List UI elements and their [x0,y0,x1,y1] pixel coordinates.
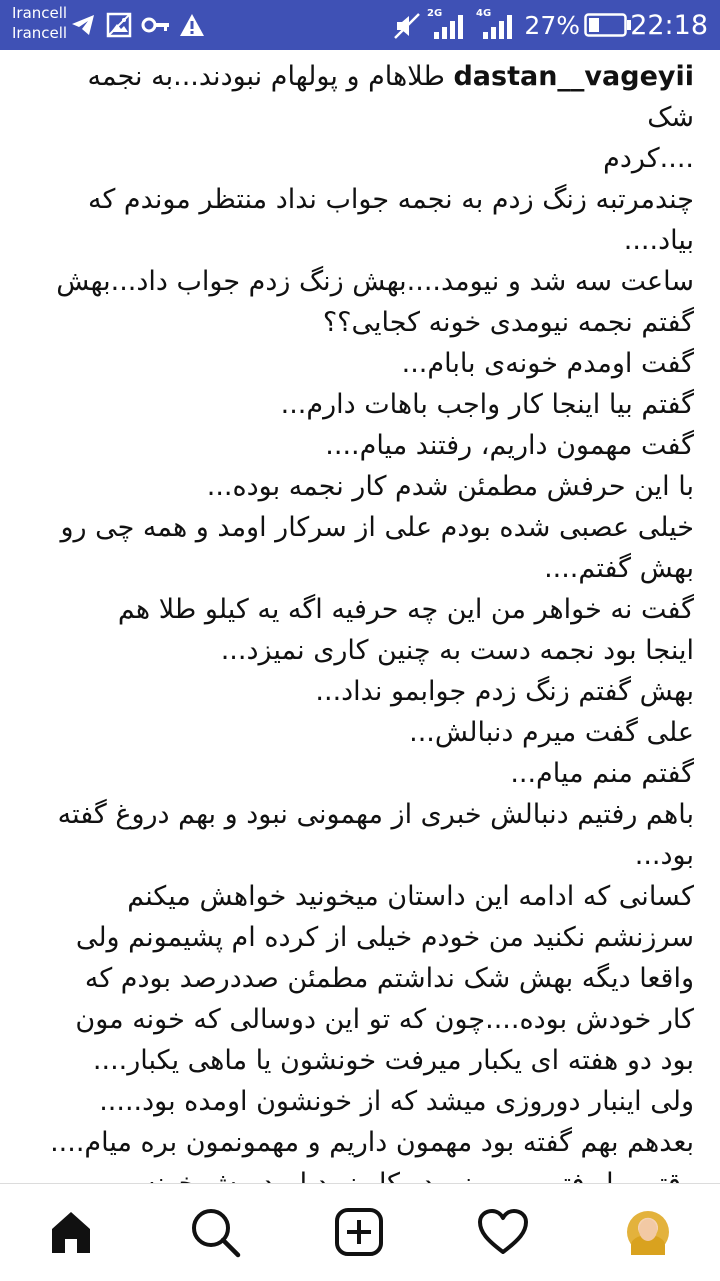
post-caption [0,50,720,1245]
image-icon [106,12,132,38]
caption-line: خیلی عصبی شده بودم علی از سرکار اومد و همه چی رو [60,512,694,543]
nav-new-post-button[interactable] [331,1204,387,1260]
caption-line: بیاد.... [623,225,694,256]
caption-line: بود دو هفته ای یکبار میرفت خونشون یا ماهی یکبار.... [92,1045,694,1076]
network-type-2: 4G [476,8,492,19]
clock: 22:18 [630,10,708,41]
caption-line: گفتم منم میام... [510,758,694,789]
caption-line: ساعت سه شد و نیومد....بهش زنگ زدم جواب داد...بهش [56,266,694,297]
status-bar [0,0,720,50]
avatar [627,1211,669,1253]
caption-line: با این حرفش مطمئن شدم کار نجمه بوده... [206,471,694,502]
caption-first-line [42,56,694,138]
home-icon [46,1207,96,1257]
warning-icon [178,12,206,38]
caption-line: چندمرتبه زنگ زدم به نجمه جواب نداد منتظر موندم که [88,184,694,215]
carrier-name-1: Irancell [12,4,68,22]
signal-icon [432,14,468,40]
bottom-navigation [0,1183,720,1281]
telegram-icon [70,12,96,38]
search-icon [189,1206,241,1258]
post-username[interactable]: dastan__vageyii [453,61,694,92]
nav-home-button[interactable] [43,1204,99,1260]
caption-line: گفتم بیا اینجا کار واجب باهات دارم... [280,389,694,420]
caption-lines [42,138,694,1245]
signal-icon [481,14,517,40]
battery-icon [584,13,632,37]
caption-line: سرزنشم نکنید من خودم خیلی از کرده ام پشیمونم ولی [75,922,694,953]
caption-line: ....کردم [603,143,694,174]
network-type-1: 2G [427,8,443,19]
caption-line: بهش گفتم زنگ زدم جوابمو نداد... [315,676,694,707]
caption-line: بهش گفتم.... [544,553,694,584]
caption-line: بعدهم بهم گفته بود مهمون داریم و مهمونمون بره میام.... [50,1127,694,1158]
nav-search-button[interactable] [187,1204,243,1260]
battery-percent: 27% [524,11,580,40]
caption-line: گفت مهمون داریم، رفتند میام.... [325,430,694,461]
caption-line: ولی اینبار دوروزی میشد که از خونشون اومده بود..... [99,1086,694,1117]
caption-line: علی گفت میرم دنبالش... [409,717,694,748]
key-icon [141,12,171,38]
caption-text: طلاهام و پولهام نبودند...به نجمه شک [87,61,694,133]
caption-line: کار خودش بوده....چون که تو این دوسالی که خونه مون [75,1004,694,1035]
caption-line: بود... [634,840,694,871]
caption-line: باهم رفتیم دنبالش خبری از مهمونی نبود و بهم دروغ گفته [57,799,694,830]
caption-line: اینجا بود نجمه دست به چنین کاری نمیزد... [220,635,694,666]
mute-icon [393,12,421,40]
nav-activity-button[interactable] [475,1204,531,1260]
caption-line: واقعا دیگه بهش شک نداشتم مطمئن صددرصد بودم که [84,963,694,994]
post-content [0,50,720,1183]
caption-line: گفتم نجمه نیومدی خونه کجایی؟؟ [322,307,694,338]
nav-profile-button[interactable] [620,1204,676,1260]
caption-line: گفت اومدم خونه‌ی بابام... [401,348,694,379]
caption-line: گفت نه خواهر من این چه حرفیه اگه یه کیلو طلا هم [117,594,694,625]
carrier-name-2: Irancell [12,24,68,42]
heart-icon [477,1208,529,1256]
caption-line: کسانی که ادامه این داستان میخونید خواهش میکنم [127,881,694,912]
add-post-icon [334,1207,384,1257]
